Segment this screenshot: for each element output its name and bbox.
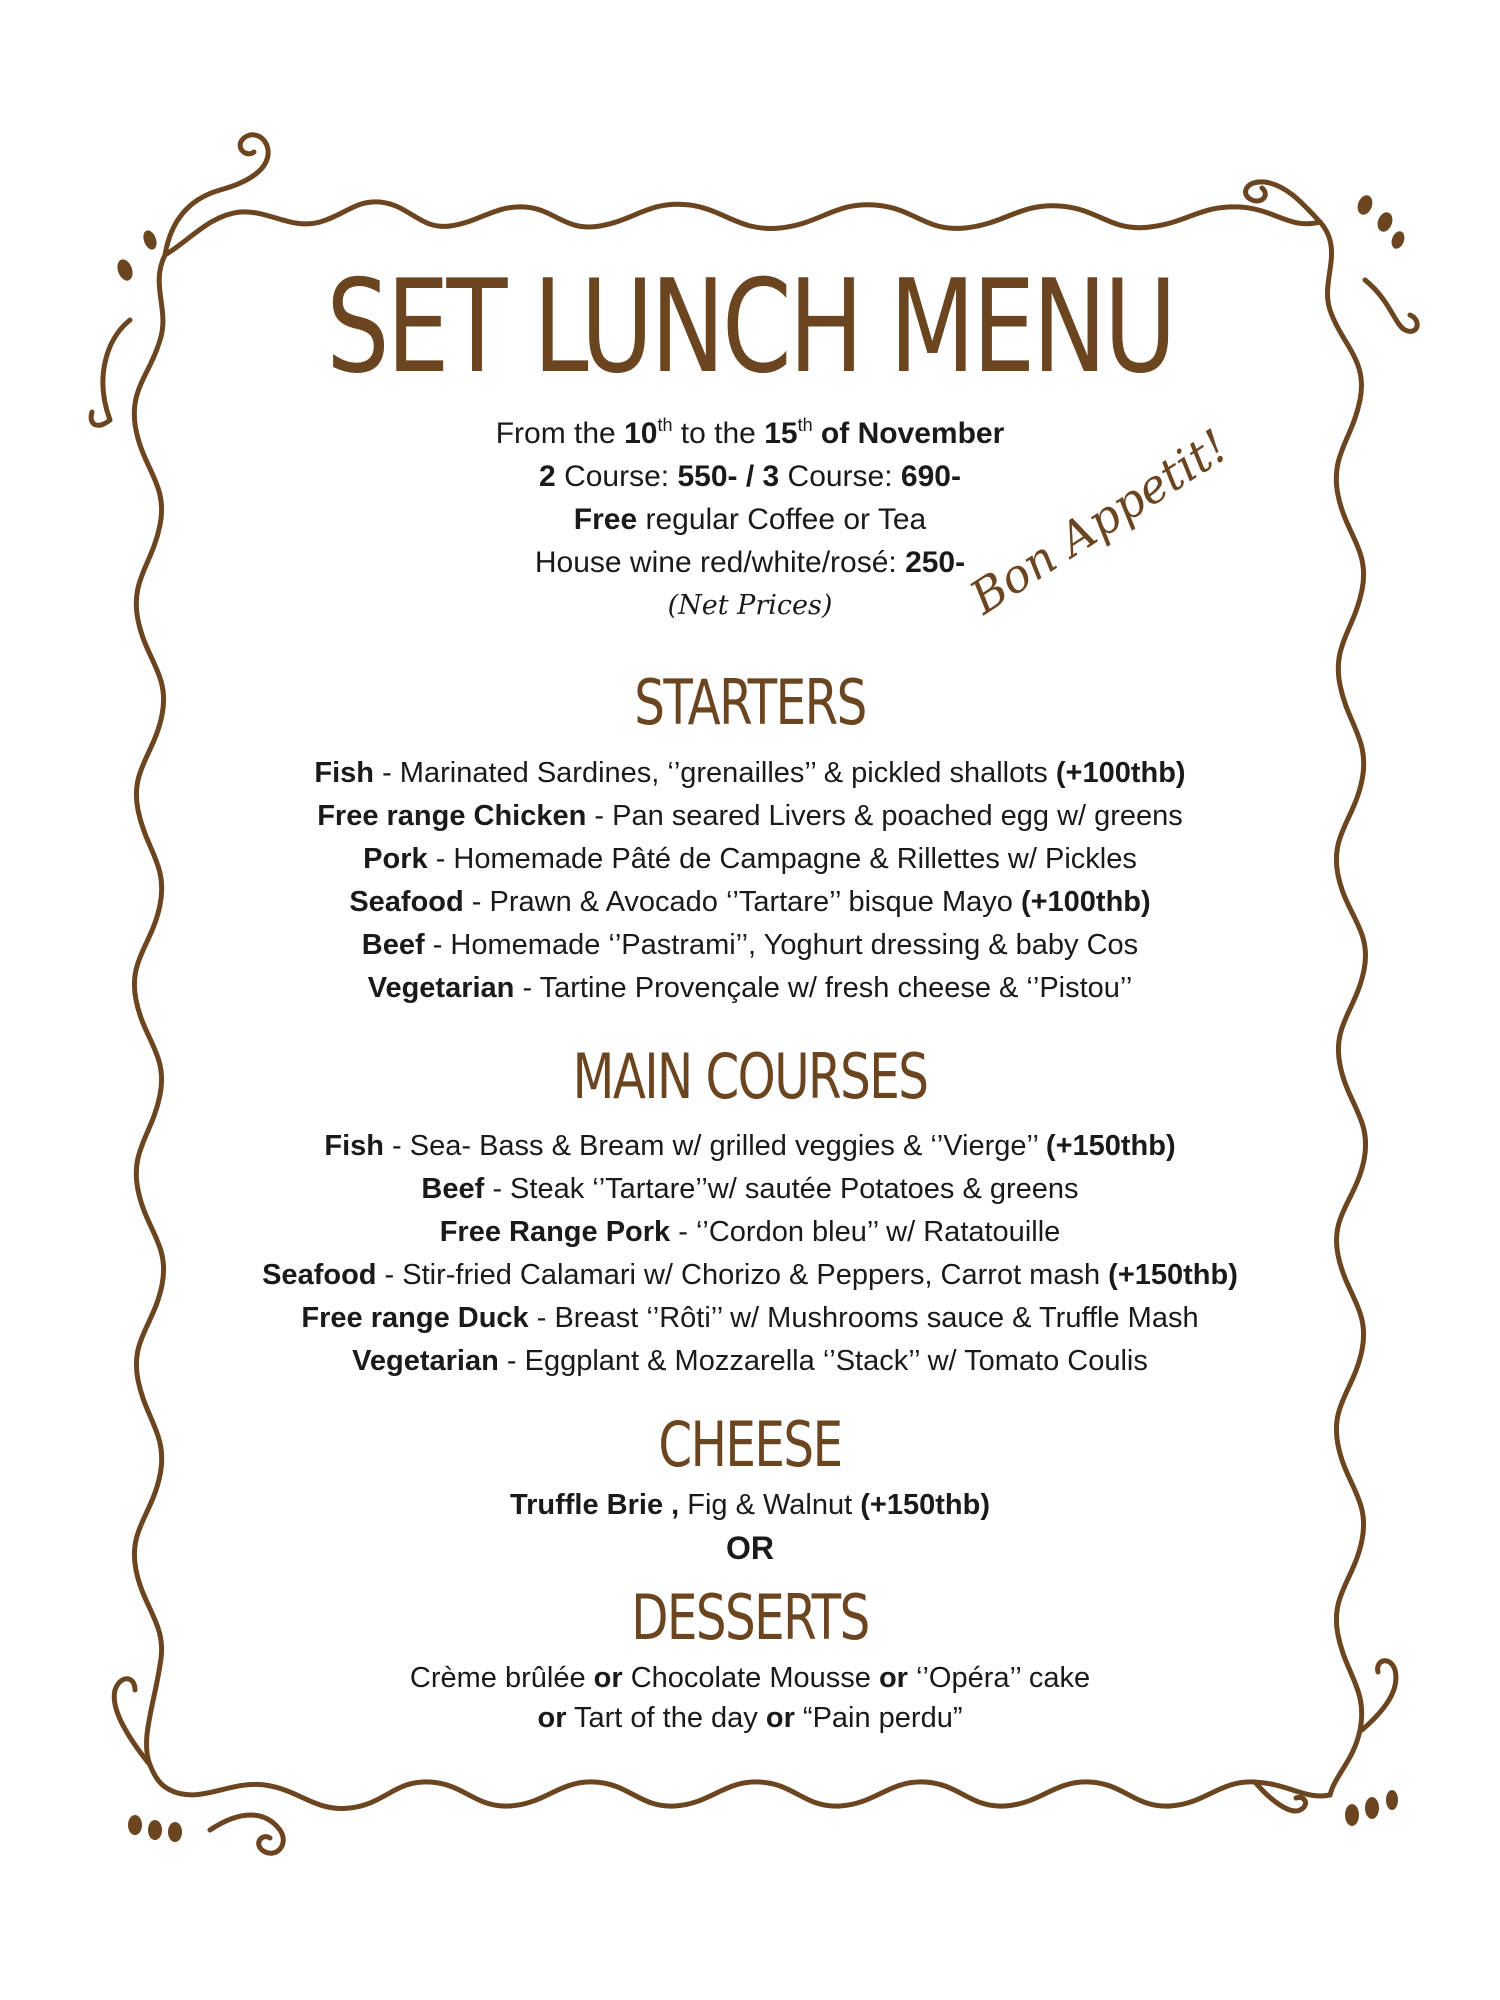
list-item: Truffle Brie , Fig & Walnut (+150thb) [510, 1489, 990, 1521]
info-prices: 2 Course: 550- / 3 Course: 690- [539, 460, 961, 493]
info-net-prices: (Net Prices) [667, 590, 833, 621]
main-courses-list [150, 1125, 1350, 1383]
border-top [165, 202, 1320, 255]
curl-bottom-left [114, 1679, 150, 1765]
starters-heading: STARTERS [634, 666, 866, 739]
cheese-heading: CHEESE [658, 1408, 842, 1481]
main-courses-heading: MAIN COURSES [572, 1040, 928, 1113]
dot-ornament [141, 229, 159, 252]
desserts-list [150, 1658, 1350, 1738]
list-item: Seafood - Stir-fried Calamari w/ Chorizo & Peppers, Carrot mash (+150thb) [262, 1259, 1238, 1291]
curl-top-right-2 [1365, 280, 1417, 331]
border-bottom [170, 1782, 1330, 1809]
list-item: Vegetarian - Eggplant & Mozzarella ‘’Stack’’ w/ Tomato Coulis [352, 1345, 1148, 1377]
list-item: or Tart of the day or “Pain perdu” [537, 1702, 963, 1734]
list-item: Free Range Pork - ‘’Cordon bleu’’ w/ Ratatouille [439, 1216, 1061, 1248]
desserts-heading: DESSERTS [631, 1581, 869, 1654]
list-item: Beef - Steak ‘’Tartare’’w/ sautée Potatoes & greens [421, 1173, 1079, 1205]
cheese-or-label: OR [726, 1530, 774, 1566]
dot-ornament [168, 1822, 182, 1842]
dot-ornament [1355, 193, 1375, 217]
dot-ornament [1365, 1797, 1379, 1819]
curl-top-right [1246, 182, 1320, 222]
info-dates: From the 10th to the 15th of November [495, 415, 1005, 450]
dot-ornament [1389, 229, 1406, 250]
dot-ornament [1386, 1790, 1398, 1810]
list-item: Vegetarian - Tartine Provençale w/ fresh cheese & ‘’Pistou’’ [367, 972, 1133, 1004]
list-item: Seafood - Prawn & Avocado ‘’Tartare’’ bisque Mayo (+100thb) [349, 886, 1151, 918]
list-item: Fish - Marinated Sardines, ‘’grenailles’’ & pickled shallots (+100thb) [314, 757, 1186, 789]
list-item: Pork - Homemade Pâté de Campagne & Rillettes w/ Pickles [363, 843, 1137, 875]
curl-top-left [165, 135, 268, 255]
list-item: Fish - Sea- Bass & Bream w/ grilled veggies & ‘’Vierge’’ (+150thb) [324, 1130, 1176, 1162]
dot-ornament [1345, 1804, 1359, 1826]
info-wine: House wine red/white/rosé: 250- [534, 546, 966, 579]
curl-bottom-right-2 [1255, 1782, 1306, 1811]
dot-ornament [115, 257, 136, 282]
cheese-list [150, 1484, 1350, 1570]
curl-top-left-2 [91, 320, 130, 425]
dot-ornament [128, 1815, 142, 1835]
list-item: Beef - Homemade ‘’Pastrami’’, Yoghurt dressing & baby Cos [361, 929, 1139, 961]
info-coffee: Free regular Coffee or Tea [573, 503, 927, 536]
page-title: SET LUNCH MENU [326, 253, 1174, 402]
list-item: Free range Duck - Breast ‘’Rôti’’ w/ Mushrooms sauce & Truffle Mash [301, 1302, 1199, 1334]
dot-ornament [1375, 210, 1395, 234]
curl-bottom-left-2 [210, 1815, 283, 1853]
bon-appetit-signature: Bon Appetit! [960, 418, 1238, 625]
list-item: Crème brûlée or Chocolate Mousse or ‘’Opéra’’ cake [409, 1662, 1091, 1694]
curl-bottom-right [1362, 1661, 1396, 1730]
dot-ornament [148, 1820, 162, 1840]
list-item: Free range Chicken - Pan seared Livers & poached egg w/ greens [317, 800, 1183, 832]
starters-list [150, 752, 1350, 1010]
